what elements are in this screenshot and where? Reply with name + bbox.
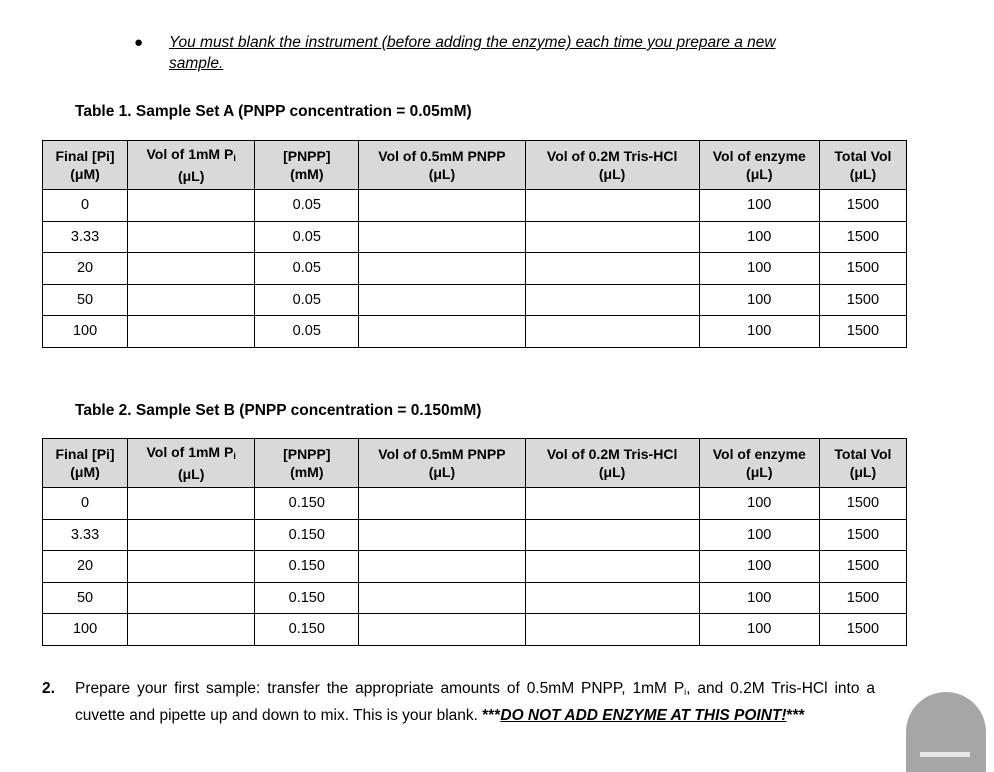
header-label: Vol of 0.2M Tris-HCl: [546, 148, 678, 164]
header-unit: (μL): [177, 168, 205, 184]
header-vol-enzyme: [699, 439, 819, 488]
header-subscript: i: [233, 153, 236, 163]
header-vol-pi: [128, 439, 255, 488]
cell-vol-pnpp[interactable]: [359, 488, 525, 520]
cell-total-vol: 1500: [819, 316, 906, 348]
cell-vol-enzyme: 100: [699, 190, 819, 222]
header-label: Final [Pi]: [55, 446, 115, 462]
cell-pnpp: 0.150: [255, 582, 359, 614]
table-row: [43, 582, 907, 614]
table-row: [43, 221, 907, 253]
header-subscript: i: [233, 451, 236, 461]
cell-pnpp: 0.05: [255, 253, 359, 285]
cell-total-vol: 1500: [819, 488, 906, 520]
cell-vol-pi[interactable]: [128, 316, 255, 348]
cell-pnpp: 0.150: [255, 488, 359, 520]
header-unit: (μL): [428, 464, 456, 480]
header-unit: (μL): [849, 464, 877, 480]
cell-total-vol: 1500: [819, 582, 906, 614]
cell-vol-tris[interactable]: [525, 519, 699, 551]
cell-vol-tris[interactable]: [525, 551, 699, 583]
cell-vol-enzyme: 100: [699, 519, 819, 551]
cell-vol-enzyme: 100: [699, 551, 819, 583]
cell-final-pi: 3.33: [43, 519, 128, 551]
cell-vol-tris[interactable]: [525, 221, 699, 253]
cell-vol-pnpp[interactable]: [359, 614, 525, 646]
cell-total-vol: 1500: [819, 519, 906, 551]
cell-final-pi: 50: [43, 284, 128, 316]
table-row: [43, 284, 907, 316]
header-label: Vol of 0.2M Tris-HCl: [546, 446, 678, 462]
header-label: Vol of 1mM P: [146, 444, 234, 460]
table1-title: Table 1. Sample Set A (PNPP concentration = 0.05mM): [75, 103, 472, 120]
table-row: [43, 614, 907, 646]
cell-vol-pnpp[interactable]: [359, 582, 525, 614]
cell-vol-pnpp[interactable]: [359, 190, 525, 222]
header-vol-tris: [525, 439, 699, 488]
tab-handle-bar: [920, 752, 970, 757]
header-unit: (μM): [70, 166, 100, 182]
cell-pnpp: 0.05: [255, 190, 359, 222]
cell-vol-enzyme: 100: [699, 316, 819, 348]
header-row: [43, 141, 907, 190]
cell-vol-enzyme: 100: [699, 221, 819, 253]
bullet-text-line2: sample.: [169, 55, 224, 72]
header-total-vol: [819, 439, 906, 488]
header-final-pi: [43, 439, 128, 488]
warning-open: ***: [482, 707, 501, 724]
cell-vol-tris[interactable]: [525, 582, 699, 614]
header-unit: (μM): [70, 464, 100, 480]
header-pnpp: [255, 141, 359, 190]
header-vol-enzyme: [699, 141, 819, 190]
header-final-pi: [43, 141, 128, 190]
header-label: Vol of 1mM P: [146, 146, 234, 162]
cell-vol-pi[interactable]: [128, 253, 255, 285]
cell-total-vol: 1500: [819, 253, 906, 285]
cell-vol-tris[interactable]: [525, 316, 699, 348]
header-unit: (μL): [746, 166, 773, 182]
header-label: Vol of enzyme: [712, 148, 806, 164]
cell-pnpp: 0.05: [255, 221, 359, 253]
step-text-b: , and 0.2M Tris-HCl into a cuvette and pipette up and down to mix. This is your blank.: [75, 680, 875, 724]
step-text-a: Prepare your first sample: transfer the appropriate amounts of 0.5mM PNPP, 1mM P: [75, 680, 685, 697]
header-label: Total Vol: [834, 446, 892, 462]
header-label: [PNPP]: [283, 148, 331, 164]
cell-vol-enzyme: 100: [699, 614, 819, 646]
header-label: Vol of enzyme: [712, 446, 806, 462]
header-unit: (mM): [290, 166, 324, 182]
cell-vol-pi[interactable]: [128, 284, 255, 316]
cell-total-vol: 1500: [819, 284, 906, 316]
cell-vol-pi[interactable]: [128, 190, 255, 222]
header-unit: (μL): [428, 166, 456, 182]
header-vol-pi: [128, 141, 255, 190]
bullet-text-line1: You must blank the instrument (before adding the enzyme) each time you prepare a new: [169, 34, 776, 51]
table-row: [43, 253, 907, 285]
cell-vol-tris[interactable]: [525, 284, 699, 316]
cell-vol-enzyme: 100: [699, 582, 819, 614]
cell-final-pi: 3.33: [43, 221, 128, 253]
header-label: Vol of 0.5mM PNPP: [378, 446, 506, 462]
cell-vol-tris[interactable]: [525, 253, 699, 285]
cell-vol-pi[interactable]: [128, 551, 255, 583]
header-total-vol: [819, 141, 906, 190]
cell-final-pi: 50: [43, 582, 128, 614]
step-text: [75, 677, 875, 728]
warning-close: ***: [786, 707, 805, 724]
bullet-text: [169, 32, 889, 74]
cell-vol-pnpp[interactable]: [359, 284, 525, 316]
header-vol-pnpp: [359, 439, 525, 488]
cell-vol-pi[interactable]: [128, 221, 255, 253]
step-number: 2.: [42, 680, 55, 697]
header-pnpp: [255, 439, 359, 488]
cell-vol-tris[interactable]: [525, 488, 699, 520]
header-unit: (μL): [746, 464, 773, 480]
table-row: [43, 551, 907, 583]
cell-pnpp: 0.150: [255, 551, 359, 583]
cell-final-pi: 20: [43, 253, 128, 285]
header-unit: (mM): [290, 464, 324, 480]
cell-vol-pi[interactable]: [128, 488, 255, 520]
cell-pnpp: 0.150: [255, 519, 359, 551]
table2: [42, 438, 907, 646]
header-row: [43, 439, 907, 488]
cell-final-pi: 0: [43, 190, 128, 222]
cell-vol-tris[interactable]: [525, 190, 699, 222]
table-row: [43, 190, 907, 222]
table-row: [43, 519, 907, 551]
cell-pnpp: 0.150: [255, 614, 359, 646]
header-unit: (μL): [177, 466, 205, 482]
cell-total-vol: 1500: [819, 551, 906, 583]
cell-vol-pnpp[interactable]: [359, 551, 525, 583]
cell-total-vol: 1500: [819, 221, 906, 253]
table1: [42, 140, 907, 348]
cell-final-pi: 0: [43, 488, 128, 520]
header-vol-pnpp: [359, 141, 525, 190]
cell-final-pi: 100: [43, 614, 128, 646]
header-label: [PNPP]: [283, 446, 331, 462]
cell-pnpp: 0.05: [255, 284, 359, 316]
cell-vol-pi[interactable]: [128, 614, 255, 646]
table2-title: Table 2. Sample Set B (PNPP concentration = 0.150mM): [75, 402, 482, 419]
cell-vol-pnpp[interactable]: [359, 253, 525, 285]
cell-final-pi: 20: [43, 551, 128, 583]
cell-vol-enzyme: 100: [699, 253, 819, 285]
table-row: [43, 316, 907, 348]
header-vol-tris: [525, 141, 699, 190]
header-label: Vol of 0.5mM PNPP: [378, 148, 506, 164]
bullet-dot-icon: ●: [134, 34, 144, 51]
header-unit: (μL): [598, 464, 626, 480]
cell-total-vol: 1500: [819, 614, 906, 646]
floating-tab-shape[interactable]: [906, 692, 986, 772]
cell-vol-pnpp[interactable]: [359, 519, 525, 551]
header-label: Final [Pi]: [55, 148, 115, 164]
cell-vol-enzyme: 100: [699, 284, 819, 316]
cell-vol-tris[interactable]: [525, 614, 699, 646]
cell-final-pi: 100: [43, 316, 128, 348]
cell-vol-pnpp[interactable]: [359, 316, 525, 348]
cell-pnpp: 0.05: [255, 316, 359, 348]
header-unit: (μL): [598, 166, 626, 182]
header-label: Total Vol: [834, 148, 892, 164]
table-row: [43, 488, 907, 520]
cell-vol-pi[interactable]: [128, 582, 255, 614]
header-unit: (μL): [849, 166, 877, 182]
warning-text: DO NOT ADD ENZYME AT THIS POINT!: [500, 707, 787, 724]
cell-vol-pnpp[interactable]: [359, 221, 525, 253]
cell-vol-pi[interactable]: [128, 519, 255, 551]
step-text-sub: i: [684, 687, 687, 697]
cell-vol-enzyme: 100: [699, 488, 819, 520]
cell-total-vol: 1500: [819, 190, 906, 222]
